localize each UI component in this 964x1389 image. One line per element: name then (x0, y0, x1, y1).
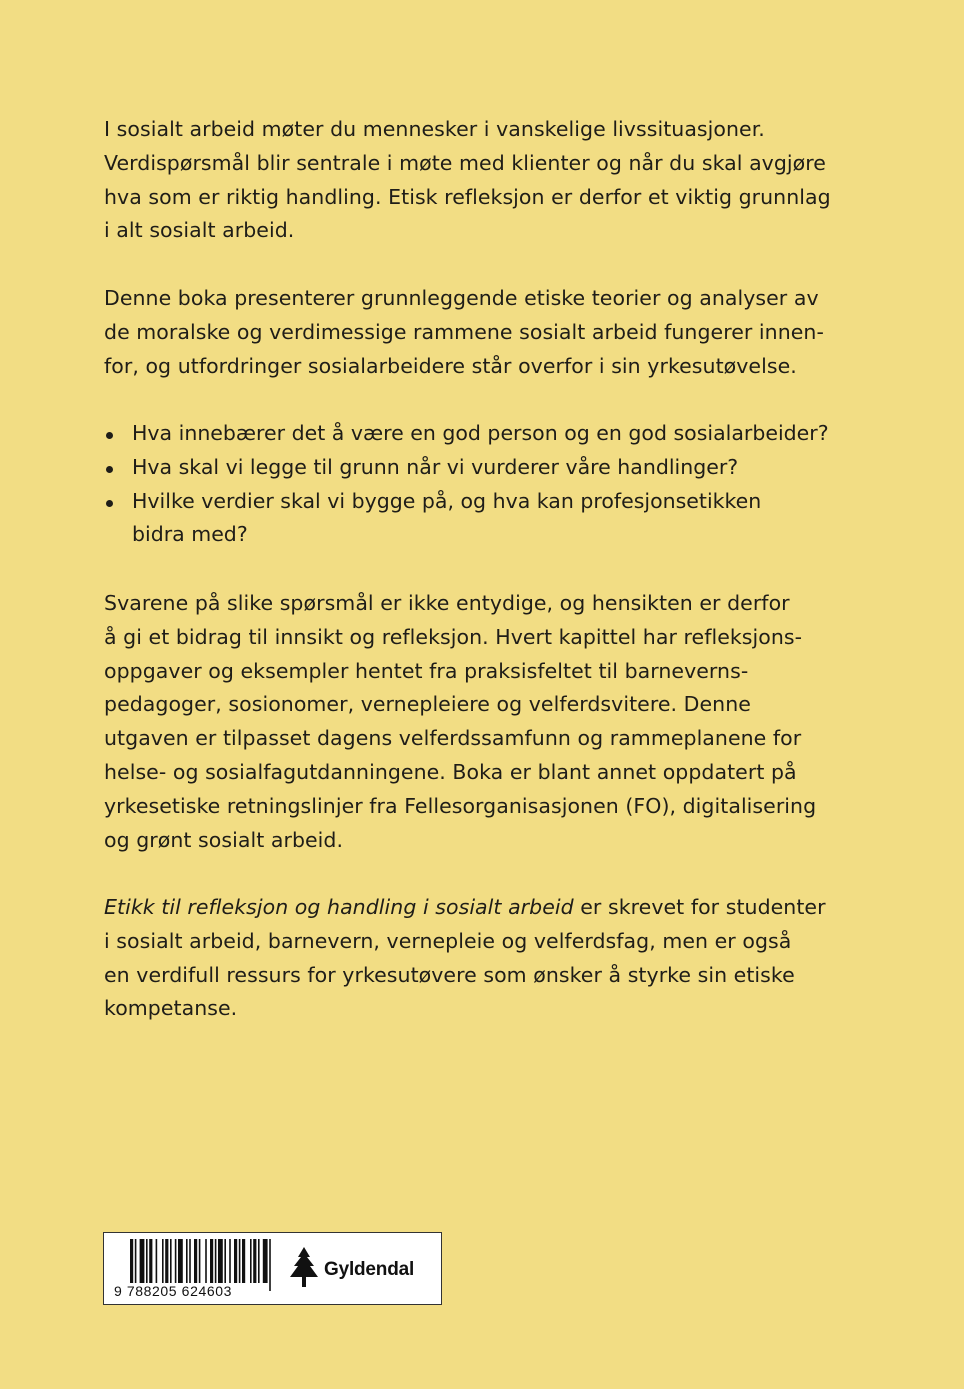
barcode-bar (194, 1239, 197, 1283)
text-line: i alt sosialt arbeid. (104, 218, 295, 243)
bullet-icon (106, 500, 113, 507)
list-item (104, 451, 829, 485)
text-line: Svarene på slike spørsmål er ikke entydige, og hensikten er derfor (104, 591, 790, 615)
text-line: Hvilke verdier skal vi bygge på, og hva kan profesjonsetikken (132, 488, 762, 513)
barcode-bar (165, 1239, 168, 1283)
isbn-number: 9 788205 624603 (114, 1283, 232, 1299)
barcode-bar (239, 1239, 241, 1283)
barcode-bar (170, 1239, 172, 1283)
answers-paragraph (104, 587, 816, 857)
barcode-bar (146, 1239, 148, 1283)
text-line: de moralske og verdimessige rammene sosialt arbeid fungerer innen- (104, 319, 824, 344)
text-line (104, 891, 826, 925)
barcode-bar (199, 1239, 201, 1283)
text-line: yrkesetiske retningslinjer fra Fellesorganisasjonen (FO), digitalisering (104, 793, 817, 818)
barcode-bar (149, 1239, 152, 1283)
text-line: for, og utfordringer sosialarbeidere står overfor i sin yrkesutøvelse. (104, 353, 797, 378)
barcode-bar (253, 1239, 256, 1283)
text-line: en verdifull ressurs for yrkesutøvere som ønsker å styrke sin etiske (104, 962, 795, 987)
barcode-bar (156, 1239, 158, 1283)
book-description-paragraph (104, 282, 824, 383)
text-line: å gi et bidrag til innsikt og refleksjon. Hvert kapittel har refleksjons- (104, 624, 803, 649)
barcode-bar (215, 1239, 217, 1283)
barcode-bar (229, 1239, 231, 1283)
book-title: Etikk til refleksjon og handling i sosialt arbeid (104, 895, 574, 919)
text-line: pedagoger, sosionomer, vernepleiere og velferdsvitere. Denne (104, 692, 751, 717)
text-line: Denne boka presenterer grunnleggende etiske teorier og analyser av (104, 286, 819, 310)
question-list (104, 417, 829, 552)
barcode-bar (224, 1239, 226, 1283)
barcode-bar (178, 1239, 183, 1283)
list-item (104, 485, 829, 553)
text-line: og grønt sosialt arbeid. (104, 827, 344, 852)
barcode-bar (242, 1239, 245, 1283)
bullet-icon (106, 432, 113, 439)
barcode-bar (218, 1239, 223, 1283)
list-item (104, 417, 829, 451)
audience-paragraph (104, 891, 826, 1026)
text-line: Hva skal vi legge til grunn når vi vurderer våre handlinger? (132, 454, 739, 479)
barcode-bar (186, 1239, 188, 1283)
publisher-logo: Gyldendal (324, 1259, 415, 1280)
barcode-bar (205, 1239, 207, 1283)
barcode-bar (189, 1239, 191, 1283)
text-line: kompetanse. (104, 996, 238, 1021)
text-fragment: er skrevet for studenter (573, 895, 826, 919)
intro-paragraph (104, 113, 831, 248)
barcode-bar (258, 1239, 260, 1283)
text-line: Verdispørsmål blir sentrale i møte med klienter og når du skal avgjøre (104, 150, 826, 175)
barcode-bar (210, 1239, 213, 1283)
barcode-bar (263, 1239, 268, 1283)
text-line: bidra med? (132, 522, 248, 547)
text-line: utgaven er tilpasset dagens velferdssamfunn og rammeplanene for (104, 726, 802, 751)
text-line: helse- og sosialfagutdanningene. Boka er blant annet oppdatert på (104, 759, 797, 784)
text-line: i sosialt arbeid, barnevern, vernepleie og velferdsfag, men er også (104, 928, 792, 953)
text-line: I sosialt arbeid møter du mennesker i vanskelige livssituasjoner. (104, 117, 765, 141)
barcode-bar (269, 1239, 271, 1291)
text-line: Hva innebærer det å være en god person og en god sosialarbeider? (132, 421, 829, 445)
barcode-bar (162, 1239, 164, 1283)
barcode-bar (140, 1239, 145, 1283)
text-line: hva som er riktig handling. Etisk refleksjon er derfor et viktig grunnlag (104, 184, 831, 209)
tree-icon (288, 1247, 320, 1289)
barcode-panel (103, 1232, 442, 1305)
barcode-bar (175, 1239, 177, 1283)
barcode-bar (250, 1239, 252, 1283)
bullet-icon (106, 466, 113, 473)
barcode-bar (234, 1239, 237, 1283)
text-line: oppgaver og eksempler hentet fra praksisfeltet til barneverns- (104, 658, 749, 683)
